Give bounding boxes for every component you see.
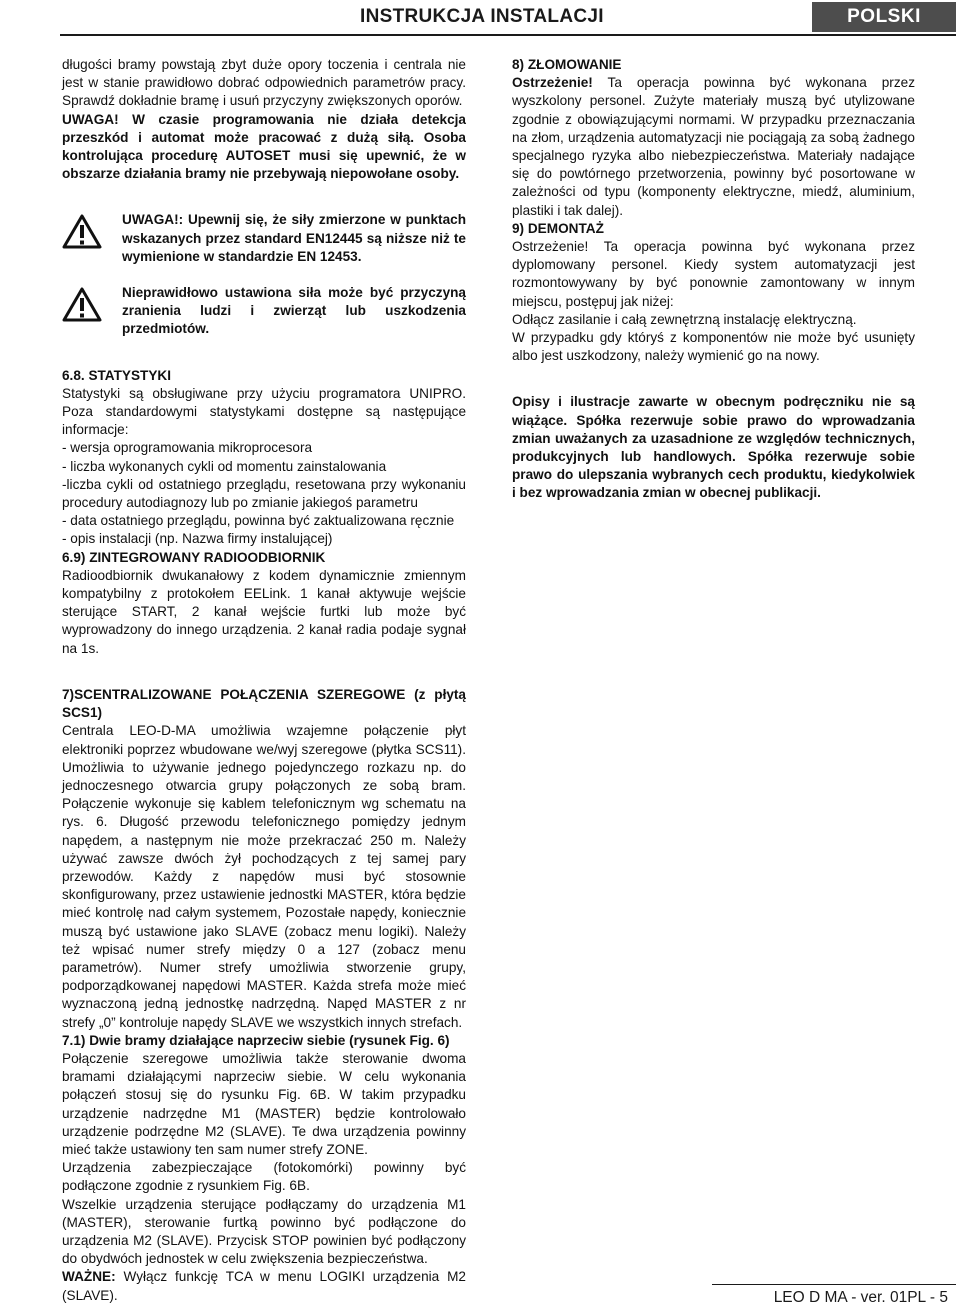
- important-label: WAŻNE:: [62, 1269, 116, 1285]
- warning-block-1: [62, 211, 466, 266]
- scs-heading: 7)SCENTRALIZOWANE POŁĄCZENIA SZEREGOWE (z płytą SCS1): [62, 686, 466, 721]
- warning-block-2: [62, 284, 466, 339]
- language-tab: POLSKI: [812, 2, 956, 32]
- page-title: INSTRUKCJA INSTALACJI: [360, 6, 604, 27]
- right-column: [512, 56, 915, 503]
- stats-item: - liczba wykonanych cykli od momentu zainstalowania: [62, 458, 387, 474]
- radio-text: Radioodbiornik dwukanałowy z kodem dynamicznie zmiennym kompatybilny z protokołem EELink. 1 kanał aktywuje wejście sterujące START, 2 kanał wejście furtki lub może być wyprowadzony do innego urządzenia. 2 kanał radia podaje sygnał na 1s.: [62, 567, 466, 656]
- disposal-body: Ta operacja powinna być wykonana przez wyszkolony personel. Zużyte materiały muszą być utylizowane zgodnie z obowiązującymi normami. W przypadku przeznaczania na złom, urządzenia automatyzacji nie pociągają za sobą żadnego specjalnego ryzyka albo niebezpieczeństwa. Materiały nadające się do powtórnego przetworzenia, powinny być posortowane w zależności od typu (komponenty elektryczne, miedź, aluminium, plastiki i tak dalej).: [512, 75, 915, 218]
- dismantling-heading: 9) DEMONTAŻ: [512, 220, 604, 236]
- intro-warning: UWAGA! W czasie programowania nie działa detekcja przeszkód i automat może pracować z dużą siłą. Osoba kontrolująca procedurę AUTOSET musi się upewnić, że w obszarze działania bramy nie przebywają niepowołane osoby.: [62, 111, 466, 182]
- footer-version: LEO D MA - ver. 01PL - 5: [773, 1289, 948, 1306]
- important-note: [62, 1268, 466, 1304]
- gates-text-1: Połączenie szeregowe umożliwia także sterowanie dwoma bramami działającymi naprzeciw siebie. W celu wykonania połączeń stosuj się do rysunku Fig. 6B. W takim przypadku urządzenie nadrzędne M1 (MASTER) będzie kontrolowało urządzenie podrzędne M2 (SLAVE). Te dwa urządzenia powinny mieć także ustawiony ten sam numer strefy ZONE.: [62, 1050, 466, 1157]
- stats-intro: Statystyki są obsługiwane przy użyciu programatora UNIPRO. Poza standardowymi statystykami dostępne są następujące informacje:: [62, 385, 466, 438]
- radio-heading: 6.9) ZINTEGROWANY RADIOODBIORNIK: [62, 549, 326, 565]
- left-column: [62, 56, 466, 1305]
- dismantling-text-1: Ostrzeżenie! Ta operacja powinna być wykonana przez dyplomowany personel. Kiedy system automatyzacji jest rozmontowywany by być ponownie zamontowany w innym miejscu, postępuj jak niżej:: [512, 239, 915, 309]
- stats-item: - data ostatniego przeglądu, powinna być zaktualizowana ręcznie: [62, 513, 455, 529]
- stats-item: - opis instalacji (np. Nazwa firmy instalującej): [62, 531, 333, 547]
- disposal-text: [512, 74, 915, 220]
- dismantling-text-3: W przypadku gdy któryś z komponentów nie może być usunięty albo jest uszkodzony, należy wymienić go na nowy.: [512, 330, 915, 364]
- dismantling-text-2: Odłącz zasilanie i całą zewnętrzną instalację elektryczną.: [512, 311, 857, 327]
- gates-heading: 7.1) Dwie bramy działające naprzeciw siebie (rysunek Fig. 6): [62, 1032, 450, 1048]
- header-divider: [60, 34, 956, 36]
- warning-triangle-icon: [62, 211, 122, 254]
- disposal-heading: 8) ZŁOMOWANIE: [512, 57, 622, 72]
- warning-text-2: Nieprawidłowo ustawiona siła może być przyczyną zranienia ludzi i zwierząt lub uszkodzenia przedmiotów.: [122, 285, 466, 337]
- stats-item: - wersja oprogramowania mikroprocesora: [62, 440, 313, 456]
- stats-heading: 6.8. STATYSTYKI: [62, 367, 172, 383]
- gates-text-2: Urządzenia zabezpieczające (fotokomórki) powinny być podłączone zgodnie z rysunkiem Fig. 6B.: [62, 1160, 466, 1194]
- page-header: [0, 0, 960, 36]
- disclaimer: Opisy i ilustracje zawarte w obecnym podręczniku nie są wiążące. Spółka rezerwuje sobie prawo do wprowadzania zmian uważanych za uzasadnione ze względów technicznych, produkcyjnych lub handlowych. Spółka rezerwuje sobie prawo do ulepszania wybranych cech produktu, kiedykolwiek i bez wprowadzania zmian w obecnej publikacji.: [512, 394, 915, 501]
- warning-text-1: UWAGA!: Upewnij się, że siły zmierzone w punktach wskazanych przez standard EN12445 są niższe niż te wymienione w standardzie EN 12453.: [122, 212, 466, 264]
- gates-text-3: Wszelkie urządzenia sterujące podłączamy do urządzenia M1 (MASTER), sterowanie furtką powinno być podłączone do urządzenia M2 (SLAVE). Przycisk STOP powinien być podłączony do obydwóch jednostek w celu zwiększenia bezpieczeństwa.: [62, 1196, 466, 1267]
- intro-paragraph: długości bramy powstają zbyt duże opory toczenia i centrala nie jest w stanie prawidłowo dobrać odpowiednich parametrów pracy. Sprawdź dokładnie bramę i usuń przyczyny zwiększonych oporów.: [62, 57, 466, 109]
- important-text: Wyłącz funkcję TCA w menu LOGIKI urządzenia M2 (SLAVE).: [62, 1269, 466, 1303]
- warning-triangle-icon: [62, 284, 122, 327]
- page-footer: [712, 1284, 956, 1306]
- stats-item: -liczba cykli od ostatniego przeglądu, resetowana przy wykonaniu procedury autodiagnozy lub po zmianie jakiegoś parametru: [62, 476, 466, 511]
- disposal-label: Ostrzeżenie!: [512, 75, 593, 91]
- scs-text: Centrala LEO-D-MA umożliwia wzajemne połączenie płyt elektroniki poprzez wbudowane we/wyj szeregowe (płytka SCS11). Umożliwia to używanie jednego pojedynczego rozkazu np. do jednoczesnego otwarcia grupy połączonych ze sobą bram. Połączenie wykonuje się kablem telefonicznym wg schematu na rys. 6. Długość przewodu telefonicznego pomiędzy jednym napędem, a następnym nie może przekraczać 250 m. Należy używać zawsze dwóch żył pochodzących z tej samej pary przewodów. Każdy z napędów musi być stosownie skonfigurowany, przez ustawienie jednostki MASTER, która będzie mieć kontrolę nad całym systemem, Pozostałe napędy, koniecznie muszą być ustawione jako SLAVE (zobacz menu logiki). Należy też wpisać numer strefy między 0 a 127 (zobacz menu parametrów). Numer strefy umożliwia stworzenie grupy, podporządkowanej napędowi MASTER. Każda strefa może mieć wyznaczoną jedną jednostkę nadrzędną. Napęd MASTER z nr strefy „0” kontroluje napędy SLAVE we wszystkich innych strefach.: [62, 723, 466, 1030]
